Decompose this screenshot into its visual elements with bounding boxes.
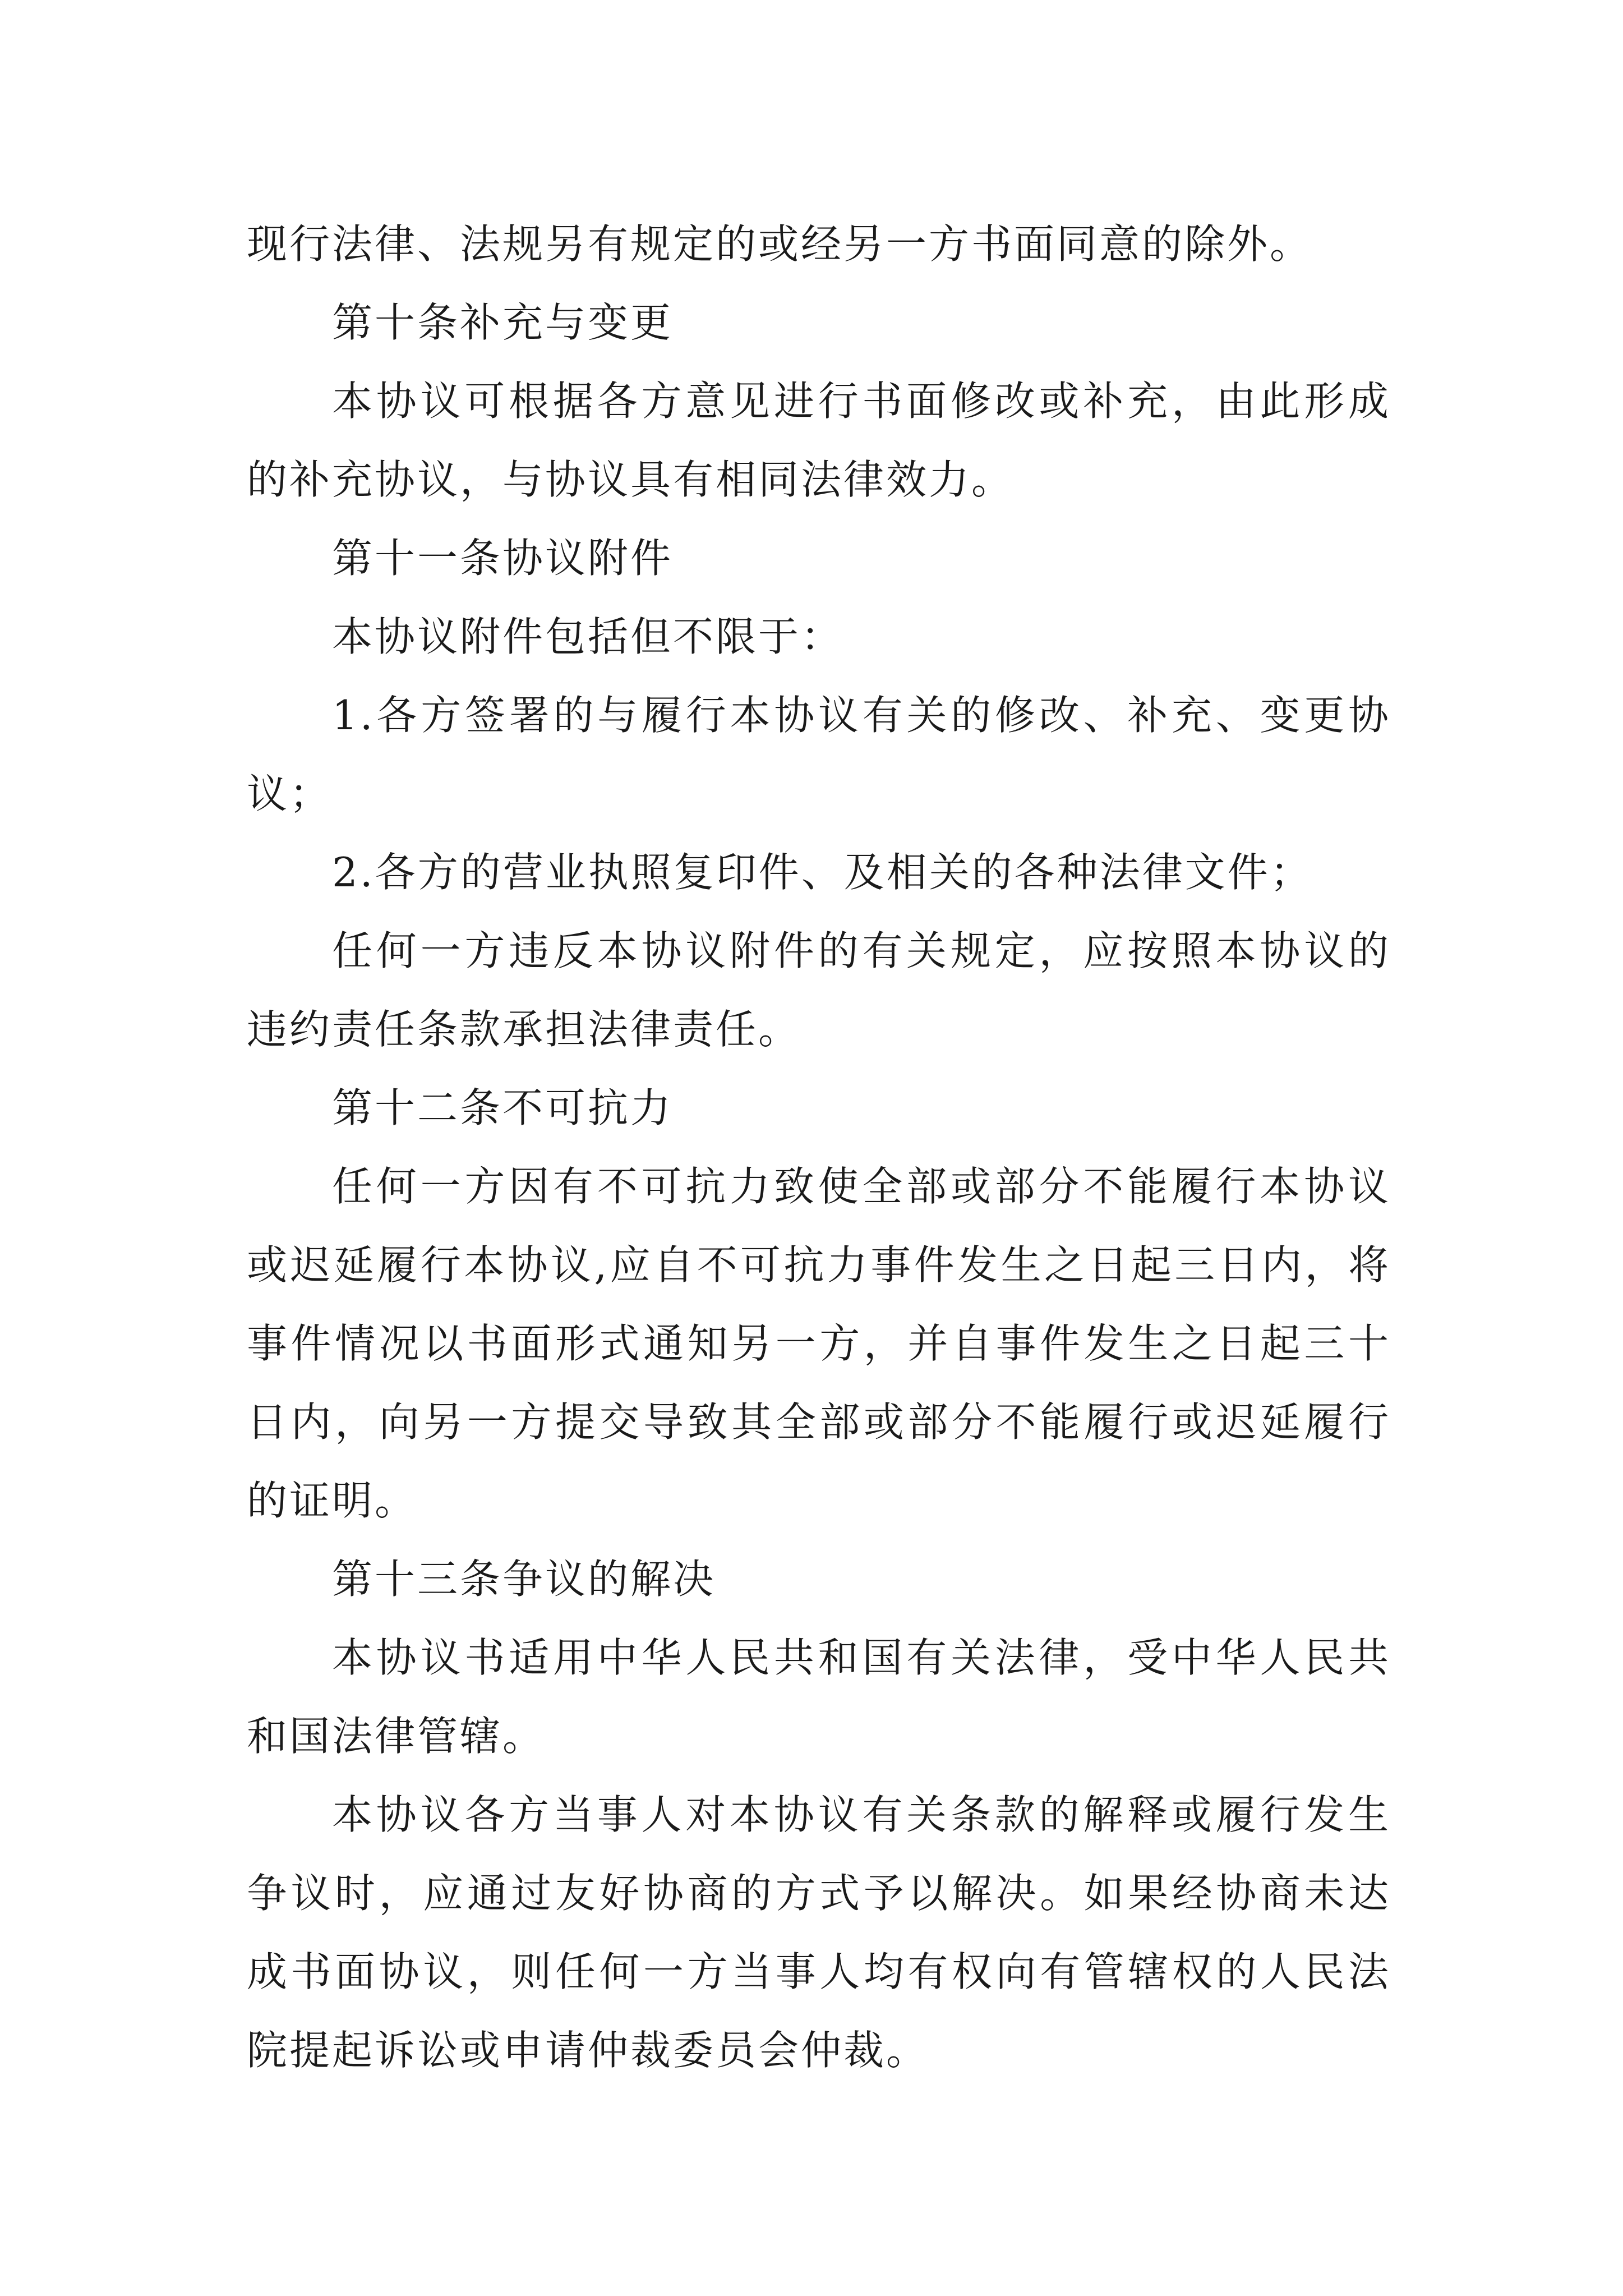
article-11-item-1: 1.各方签署的与履行本协议有关的修改、补充、变更协议； bbox=[247, 692, 1391, 817]
article-12-heading: 第十二条不可抗力 bbox=[332, 1084, 674, 1131]
article-11-liability: 任何一方违反本协议附件的有关规定，应按照本协议的违约责任条款承担法律责任。 bbox=[247, 927, 1391, 1053]
article-12-body: 任何一方因有不可抗力致使全部或部分不能履行本协议或迟延履行本协议,应自不可抗力事件发生之日起三日内，将事件情况以书面形式通知另一方，并自事件发生之日起三十日内，向另一方提交导致其全部或部分不能履行或迟延履行的证明。 bbox=[247, 1163, 1391, 1524]
article-10-heading: 第十条补充与变更 bbox=[332, 299, 674, 346]
article-11-heading: 第十一条协议附件 bbox=[332, 535, 674, 582]
document-body bbox=[247, 205, 1391, 2090]
article-13-governing-law: 本协议书适用中华人民共和国有关法律，受中华人民共和国法律管辖。 bbox=[247, 1634, 1391, 1760]
article-13-heading: 第十三条争议的解决 bbox=[332, 1556, 716, 1603]
article-11-item-2: 2.各方的营业执照复印件、及相关的各种法律文件； bbox=[332, 849, 1313, 896]
article-11-intro: 本协议附件包括但不限于： bbox=[332, 613, 844, 660]
article-13-dispute-resolution: 本协议各方当事人对本协议有关条款的解释或履行发生争议时，应通过友好协商的方式予以解决。如果经协商未达成书面协议，则任何一方当事人均有权向有管辖权的人民法院提起诉讼或申请仲裁委员会仲裁。 bbox=[247, 1791, 1391, 2074]
paragraph-continuation: 现行法律、法规另有规定的或经另一方书面同意的除外。 bbox=[247, 220, 1313, 268]
article-10-body: 本协议可根据各方意见进行书面修改或补充，由此形成的补充协议，与协议具有相同法律效力。 bbox=[247, 378, 1391, 503]
